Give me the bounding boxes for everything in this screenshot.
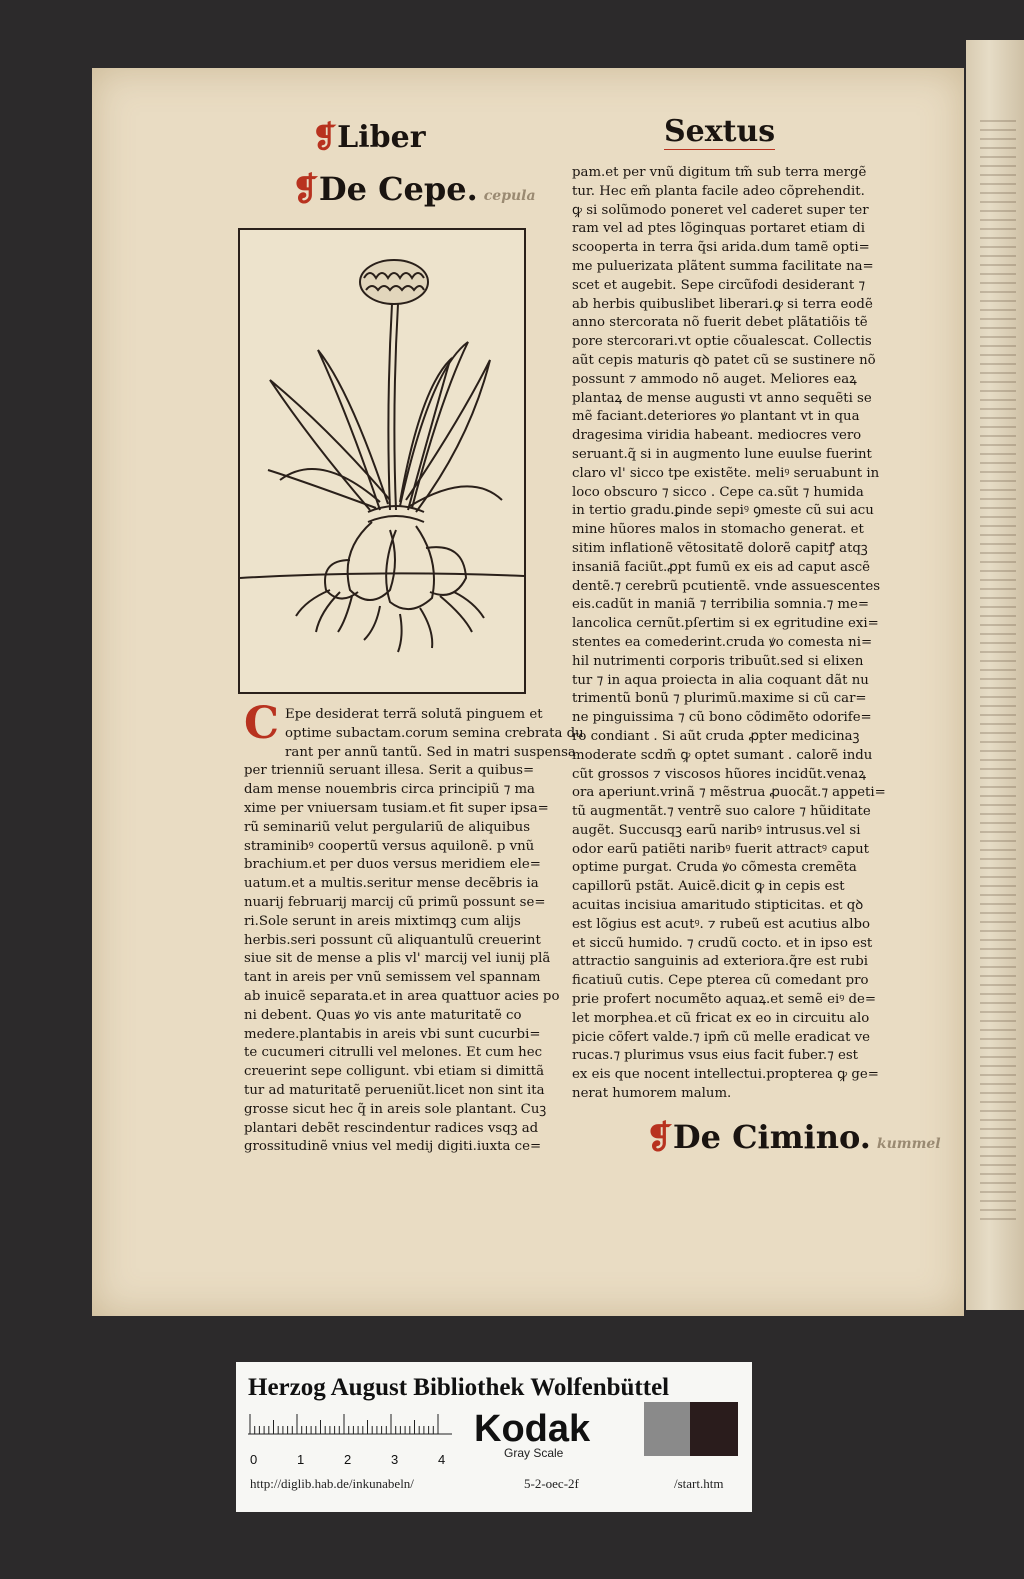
ruler-label: 2	[344, 1452, 352, 1467]
pilcrow-mark: ❡	[646, 1118, 673, 1156]
text-line: tur ⁊ in aqua proiecta in alia coquant dãt nu	[572, 672, 869, 688]
text-line: rucas.⁊ plurimus vsus eius facit fuber.⁊ est	[572, 1048, 859, 1064]
library-name: Herzog August Bibliothek Wolfenbüttel	[248, 1374, 670, 1401]
text-line: seruant.q̃ si in augmento lune euulse fuerint	[572, 446, 872, 462]
text-line: uatum.et a multis.seritur mense decẽbris ia	[244, 876, 539, 892]
text-line: te cucumeri citrulli vel melones. Et cum hec	[244, 1045, 543, 1061]
facing-page-edge	[966, 40, 1024, 1310]
text-line: grossitudinẽ vnius vel medij digiti.iuxta ce=	[244, 1139, 542, 1155]
text-line: ro condiant . Si aũt cruda ꝓpter medicinaꝫ	[572, 728, 860, 744]
initial-letter-c: C	[244, 698, 280, 749]
marginal-note: kummel	[876, 1136, 941, 1152]
text-line: medere.plantabis in areis vbi sunt cucurbi=	[244, 1026, 541, 1042]
gray-swatch	[644, 1402, 690, 1456]
digital-library-url: http://diglib.hab.de/inkunabeln/	[250, 1476, 414, 1491]
left-column-lines	[244, 698, 584, 1157]
text-line: mẽ faciant.deteriores ꝟo plantant vt in qua	[572, 409, 860, 425]
text-line: rant per annũ tantũ. Sed in matri suspensa	[285, 744, 576, 760]
text-line: optime subactam.corum semina crebrata du	[285, 725, 584, 741]
text-line: stentes ea comederint.cruda ꝟo comesta ni=	[572, 634, 873, 650]
text-line: augẽt. Succusqꝫ earũ naribꝰ intrusus.vel si	[572, 822, 861, 838]
text-line: siue sit de mense a plis vl' marcij vel iunij plã	[244, 951, 551, 967]
text-line: straminibꝰ coopertũ versus aquilonẽ. p vnũ	[244, 838, 535, 854]
onion-woodcut-illustration	[238, 228, 526, 694]
text-line: dragesima viridia habeant. mediocres vero	[572, 428, 862, 444]
text-line: capillorũ pstãt. Auicẽ.dicit ꝙ in cepis est	[572, 879, 845, 895]
text-line: lancolica cernũt.pſertim si ex egritudine exi=	[572, 616, 879, 632]
text-line: pam.et per vnũ digitum tm̃ sub terra mergẽ	[572, 165, 867, 180]
text-line: ab herbis quibuslibet liberari.ꝙ si terra eodẽ	[572, 296, 873, 312]
text-line: ri.Sole serunt in areis mixtimqꝫ cum alijs	[244, 913, 521, 929]
text-line: plantari debẽt rescindentur radices vsqꝫ ad	[244, 1120, 539, 1136]
text-line: ni debent. Quas ꝟo vis ante maturitatẽ co	[244, 1007, 522, 1023]
pilcrow-mark: ❡	[292, 170, 319, 208]
text-line: nerat humorem malum.	[572, 1086, 732, 1102]
text-line: mine hũores malos in stomacho generat. et	[572, 522, 864, 538]
text-line: moderate scdm̃ ꝙ optet sumant . calorẽ indu	[572, 747, 873, 763]
text-line: ab inuicẽ separata.et in area quattuor acies po	[244, 988, 560, 1004]
text-line: brachium.et per duos versus meridiem ele=	[244, 857, 541, 873]
text-line: per trienniũ seruant illesa. Serit a quibus=	[244, 763, 535, 779]
text-line: tur ad maturitatẽ perueniũt.licet non sint ita	[244, 1082, 545, 1098]
text-line: aũt cepis maturis qꝺ patet cũ se sustinere nõ	[572, 352, 876, 368]
text-line: hil nutrimenti corporis tribuũt.sed si elixen	[572, 653, 864, 669]
text-line: anno stercorata nõ fuerit debet plãtatiõis tẽ	[572, 315, 868, 331]
pilcrow-mark: ❡	[312, 120, 338, 155]
ruler-label: 0	[250, 1452, 258, 1467]
text-line: Epe desiderat terrã solutã pinguem et	[285, 707, 543, 722]
black-swatch	[690, 1402, 738, 1456]
text-line: ficatiuũ cutis. Cepe pterea cũ comedant pro	[572, 973, 869, 989]
left-text-column	[244, 698, 584, 1157]
kodak-logo: Kodak	[474, 1408, 591, 1450]
gray-scale-label: Gray Scale	[504, 1446, 564, 1460]
chapter-title-de-cepe: ❡De Cepe. cepula	[292, 170, 536, 208]
text-line: odor earũ patiẽti naribꝰ fuerit attractꝰ caput	[572, 841, 870, 857]
text-line: scooperta in terra q̃si arida.dum tamẽ opti=	[572, 240, 870, 256]
text-line: possunt ⁊ ammodo nõ auget. Meliores eaꝝ	[572, 371, 857, 387]
right-text-column	[572, 164, 888, 1104]
text-line: tant in areis per vnũ semissem vel spannam	[244, 970, 541, 986]
text-line: ꝙ si solũmodo poneret vel caderet super ter	[572, 202, 869, 218]
marginal-note: cepula	[483, 188, 536, 204]
text-line: ne pinguissima ⁊ cũ bono cõdimẽto odorife=	[572, 710, 872, 726]
text-line: me puluerizata plãtent summa facilitate na=	[572, 258, 874, 274]
start-page-link: /start.htm	[674, 1476, 724, 1491]
right-column-lines	[572, 164, 888, 1104]
text-line: creuerint sepe colligunt. vbi etiam si dimittã	[244, 1064, 545, 1080]
text-line: dam mense nouembris circa principiũ ⁊ ma	[244, 782, 535, 798]
text-line: in tertio gradu.ꝑinde sepiꝰ ꝯmeste cũ sui acu	[572, 503, 874, 519]
text-line: trimentũ bonũ ⁊ plurimũ.maxime si cũ car=	[572, 691, 867, 707]
ruler-label: 1	[297, 1452, 305, 1467]
text-line: scet et augebit. Sepe circũfodi desiderant ⁊	[572, 277, 866, 293]
text-line: loco obscuro ⁊ sicco . Cepe ca.sũt ⁊ humida	[572, 484, 864, 500]
text-line: insaniã faciũt.ꝓpt fumũ ex eis ad caput ascẽ	[572, 559, 871, 575]
shelfmark: 5-2-oec-2f	[524, 1476, 579, 1491]
ruler-label: 3	[391, 1452, 399, 1467]
chapter-title-de-cimino: ❡De Cimino. kummel	[646, 1118, 941, 1156]
text-line: prie profert nocumẽto aquaꝝ.et semẽ eiꝰ de=	[572, 992, 877, 1008]
text-line: ora aperiunt.vrinã ⁊ mẽstrua ꝓuocãt.⁊ appeti=	[572, 785, 886, 801]
text-line: sitim inflationẽ vẽtositatẽ dolorẽ capitꝭ atqꝫ	[572, 540, 868, 556]
text-line: dentẽ.⁊ cerebrũ pcutientẽ. vnde assuescentes	[572, 578, 881, 594]
text-line: tũ augmentãt.⁊ ventrẽ suo calore ⁊ hũiditate	[572, 804, 871, 820]
text-line: grosse sicut hec q̃ in areis sole plantant. Cuꝫ	[244, 1101, 547, 1117]
text-line: herbis.seri possunt cũ aliquantulũ creuerint	[244, 932, 541, 948]
text-line: xime per vniuersam tusiam.et fit super ipsa=	[244, 800, 549, 816]
running-head-sextus: Sextus	[664, 114, 776, 149]
text-line: est lõgius est acutꝰ. ⁊ rubeũ est acutius albo	[572, 916, 871, 932]
text-line: acuitas incisiua amaritudo stipticitas. et qꝺ	[572, 898, 864, 914]
onion-plant-drawing	[240, 230, 524, 692]
text-line: ex eis que nocent intellectui.propterea ꝙ ge=	[572, 1067, 879, 1083]
text-line: picie cõfert valde.⁊ ipm̃ cũ melle eradicat ve	[572, 1029, 871, 1045]
text-line: rũ seminariũ velut pergulariũ de aliquibus	[244, 819, 531, 835]
text-line: nuarij februarij marcij cũ primũ possunt se=	[244, 894, 546, 910]
text-line: et siccũ humido. ⁊ crudũ cocto. et in ipso est	[572, 935, 873, 951]
text-line: let morphea.et cũ fricat ex eo in circuitu alo	[572, 1010, 870, 1026]
running-head-liber: ❡Liber	[312, 120, 426, 155]
text-line: plantaꝝ de mense augusti vt anno sequẽti se	[572, 390, 872, 406]
text-line: attractio sanguinis ad exteriora.q̃re est rubi	[572, 954, 868, 970]
color-target-card	[236, 1362, 752, 1512]
text-line: pore stercorari.vt optie cõualescat. Collectis	[572, 334, 872, 350]
text-line: eis.cadũt in maniã ⁊ terribilia somnia.⁊ me=	[572, 597, 870, 613]
text-line: cũt grossos ⁊ viscosos hũores incidũt.venaꝝ	[572, 766, 867, 782]
text-line: ram vel ad ptes lõginquas portaret etiam di	[572, 221, 865, 237]
ruler-label: 4	[438, 1452, 446, 1467]
text-line: tur. Hec em̃ planta facile adeo cõprehendit.	[572, 183, 865, 199]
text-line: claro vl' sicco tpe existẽte. meliꝰ seruabunt in	[572, 465, 880, 481]
text-line: optime purgat. Cruda ꝟo cõmesta cremẽta	[572, 860, 857, 876]
